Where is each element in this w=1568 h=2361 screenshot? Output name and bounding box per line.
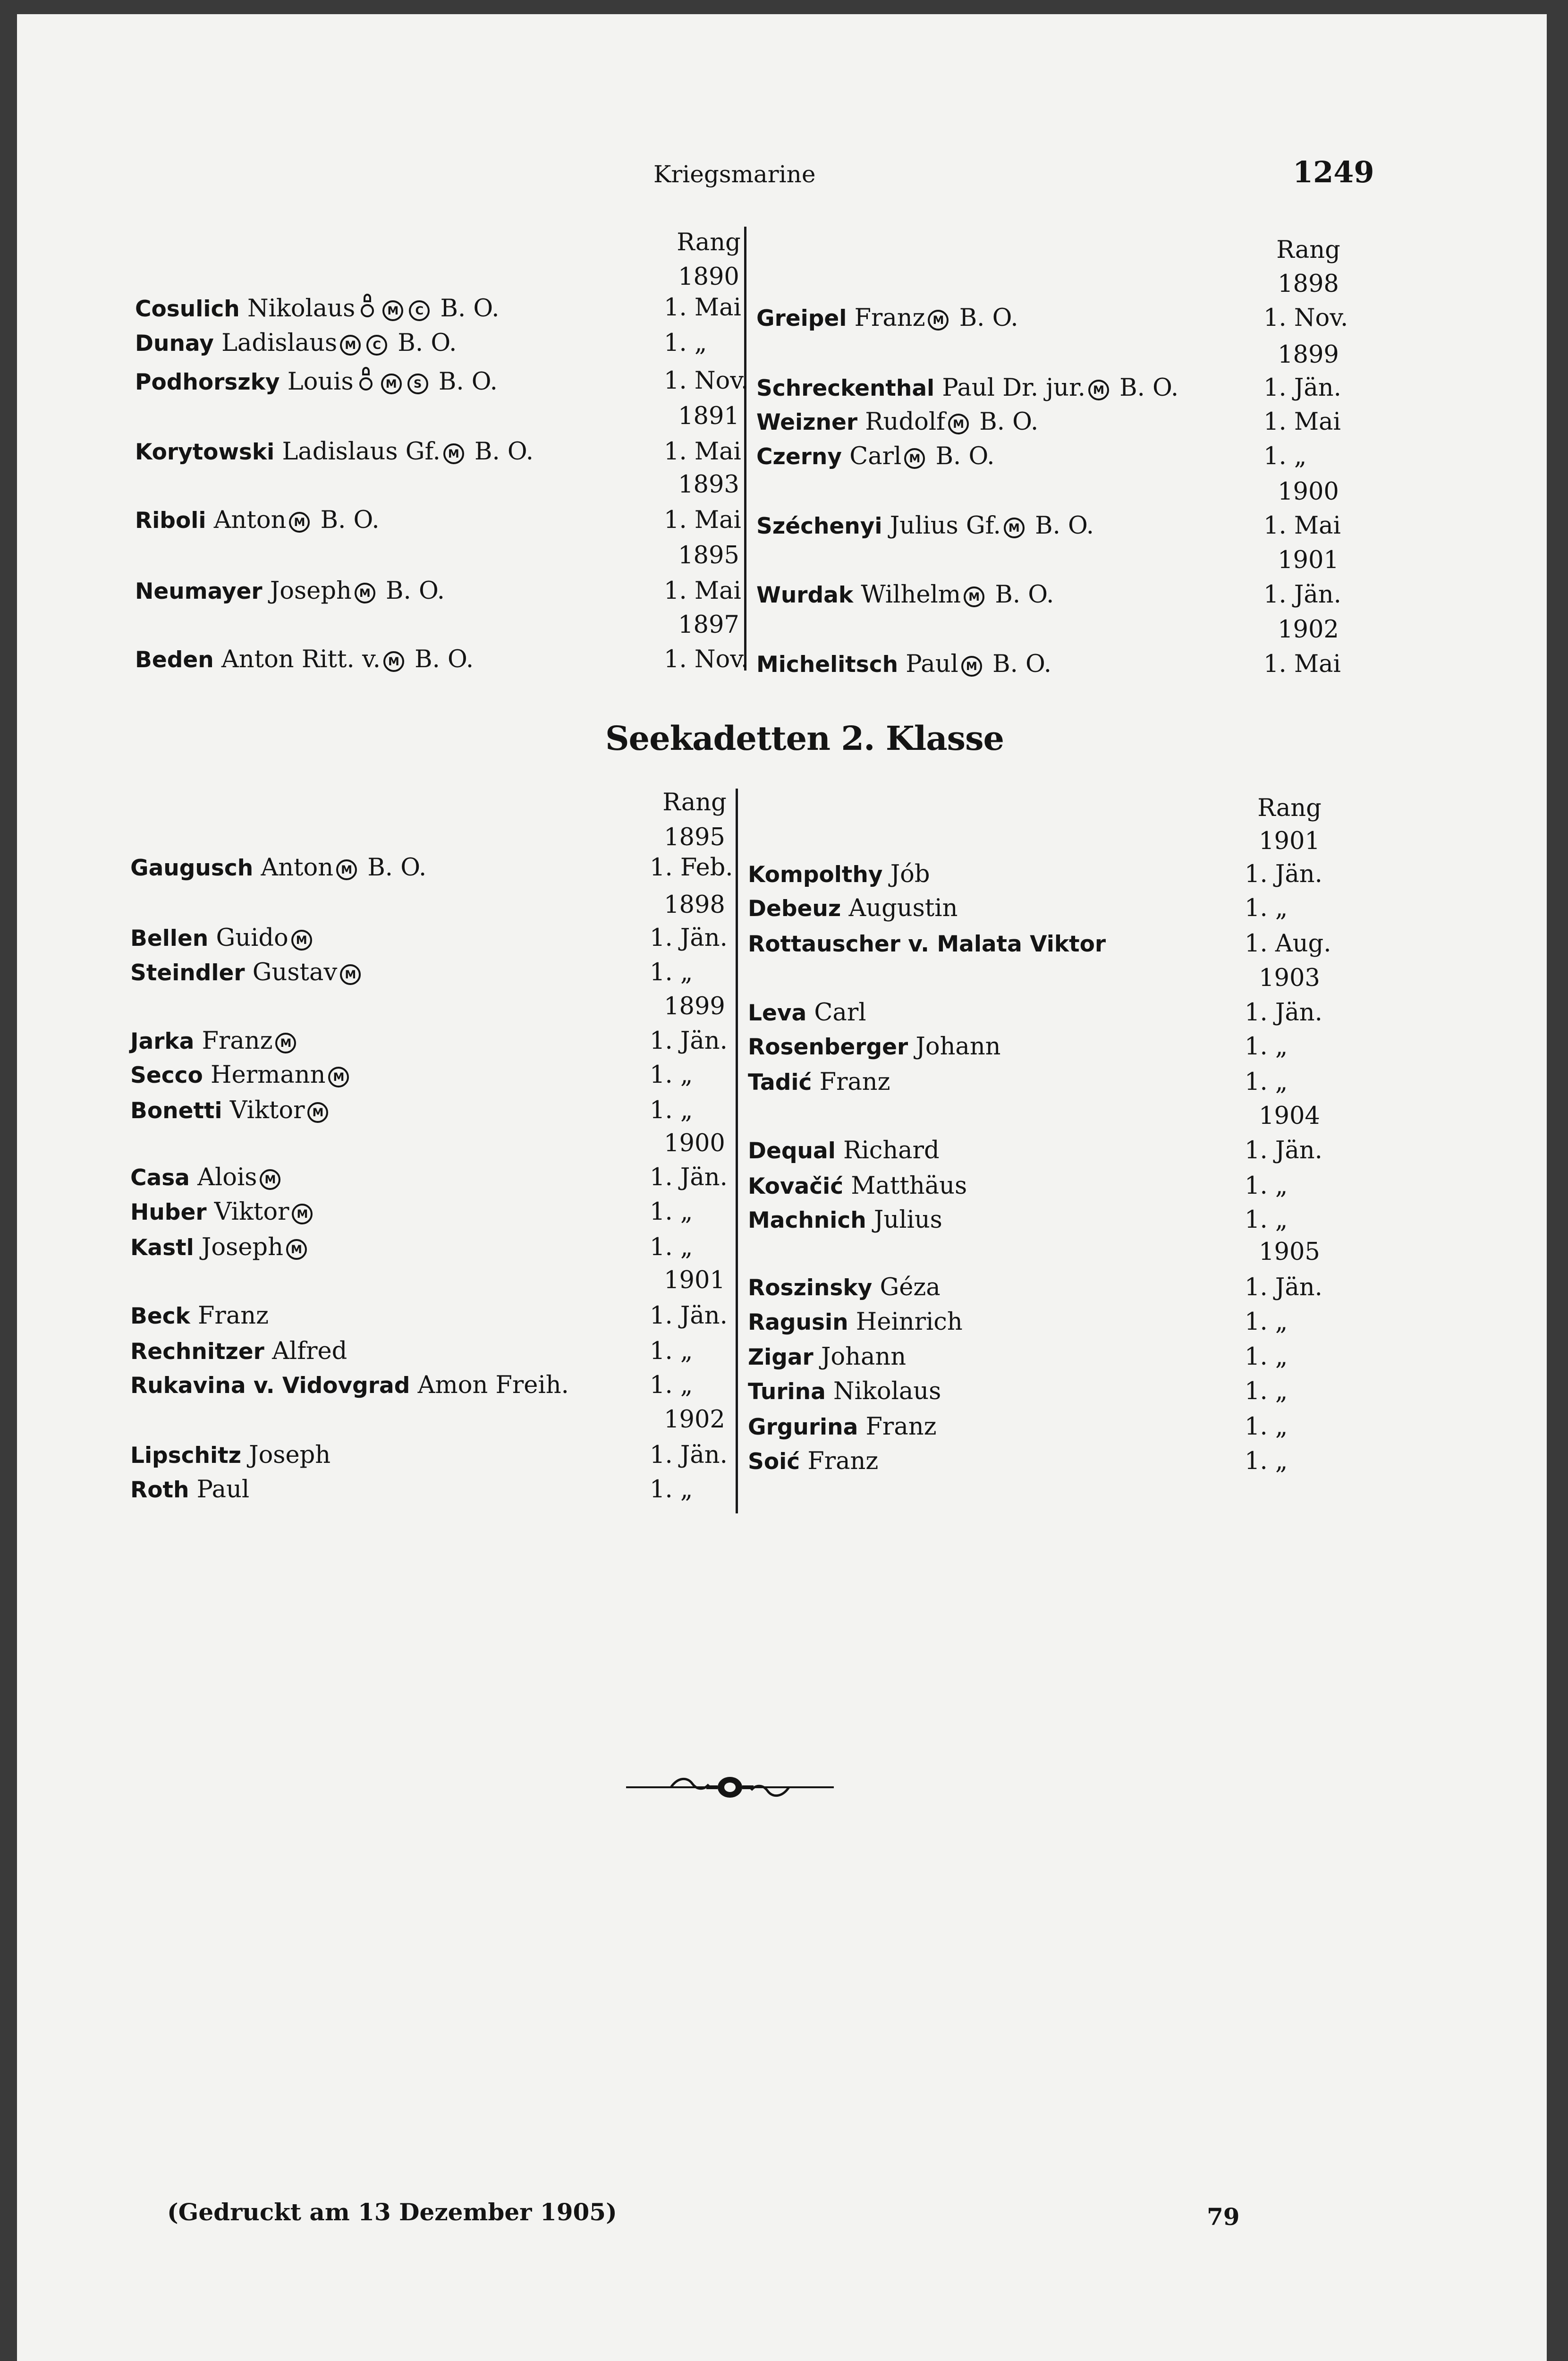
roster-entry	[130, 1026, 299, 1057]
entry-surname: Debeuz	[748, 896, 841, 922]
roster-entry	[135, 437, 534, 467]
entry-date: 1. Mai	[664, 506, 741, 534]
roster-entry	[756, 580, 1054, 611]
roster-entry	[756, 649, 1051, 680]
roster-entry	[748, 1273, 941, 1303]
medal-m-icon: M	[292, 1204, 313, 1224]
entry-surname: Rottauscher v. Malata Viktor	[748, 931, 1106, 957]
entry-date: 1. „	[650, 1061, 693, 1089]
entry-date: 1. „	[1263, 442, 1307, 470]
entry-given-name: Louis	[287, 368, 354, 396]
roster-entry	[756, 407, 1038, 438]
roster-entry	[130, 1232, 310, 1263]
entry-given-name: Carl	[849, 442, 902, 470]
entry-surname: Dequal	[748, 1138, 836, 1164]
roster-entry	[130, 1096, 331, 1126]
decoration-bo: B. O.	[928, 442, 995, 470]
entry-surname: Beck	[130, 1303, 190, 1329]
rang-year: 1898	[664, 891, 725, 919]
medal-m-icon: M	[355, 583, 375, 603]
entry-surname: Jarka	[130, 1028, 195, 1054]
entry-given-name: Carl	[814, 999, 866, 1027]
rang-year: 1902	[664, 1406, 725, 1434]
roster-entry	[130, 853, 426, 883]
entry-given-name: Augustin	[848, 894, 958, 922]
medal-m-icon: M	[340, 964, 361, 985]
entry-date: 1. Nov.	[664, 367, 749, 395]
entry-given-name: Johann	[915, 1033, 1001, 1061]
entry-given-name: Heinrich	[856, 1308, 963, 1336]
roster-entry	[130, 1475, 249, 1505]
entry-surname: Rosenberger	[748, 1034, 908, 1060]
entry-date: 1. Mai	[664, 438, 741, 466]
rang-year: 1901	[1278, 546, 1339, 574]
entry-surname: Széchenyi	[756, 513, 882, 539]
decoration-bo: B. O.	[1027, 512, 1094, 540]
roster-entry	[748, 1067, 890, 1098]
decoration-bo: B. O.	[378, 577, 445, 605]
rang-header: Rang	[1276, 236, 1340, 264]
entry-date: 1. „	[650, 1198, 693, 1226]
entry-date: 1. Mai	[1263, 512, 1341, 540]
entry-given-name: Franz	[202, 1027, 273, 1055]
roster-entry	[748, 1205, 942, 1236]
entry-surname: Machnich	[748, 1207, 866, 1233]
entry-date: 1. „	[650, 1476, 693, 1503]
decoration-bo: B. O.	[1111, 374, 1179, 402]
decoration-bo: B. O.	[466, 438, 534, 466]
entry-surname: Turina	[748, 1379, 826, 1405]
entry-given-name: Johann	[821, 1343, 907, 1371]
entry-surname: Neumayer	[135, 578, 263, 604]
medal-c-icon: C	[409, 300, 430, 321]
roster-entry	[130, 1060, 352, 1091]
entry-date: 1. „	[1245, 1308, 1288, 1336]
decoration-bo: B. O.	[360, 854, 427, 882]
rang-year: 1905	[1259, 1238, 1320, 1266]
roster-entry	[748, 1136, 940, 1166]
crown-order-icon	[359, 293, 376, 319]
decoration-bo: B. O.	[431, 368, 498, 396]
section-title: Seekadetten 2. Klasse	[605, 719, 1004, 758]
entry-given-name: Paul Dr. jur.	[942, 374, 1085, 402]
entry-date: 1. „	[650, 1371, 693, 1399]
entry-surname: Dunay	[135, 331, 214, 357]
entry-date: 1. Jän.	[1245, 1274, 1322, 1301]
entry-date: 1. Jän.	[650, 1164, 728, 1191]
entry-given-name: Alois	[197, 1164, 257, 1191]
roster-entry	[748, 893, 958, 924]
decoration-bo: B. O.	[972, 408, 1039, 436]
entry-given-name: Joseph	[201, 1233, 283, 1261]
ornamental-divider	[626, 1773, 834, 1801]
medal-s-icon: S	[407, 374, 428, 394]
roster-entry	[135, 293, 499, 324]
entry-surname: Bonetti	[130, 1098, 222, 1124]
entry-surname: Cosulich	[135, 296, 240, 322]
entry-date: 1. Jän.	[650, 1441, 728, 1469]
rang-year: 1901	[664, 1266, 725, 1294]
entry-given-name: Paul	[196, 1476, 250, 1503]
entry-date: 1. „	[1245, 1172, 1288, 1200]
entry-surname: Beden	[135, 647, 214, 673]
medal-m-icon: M	[381, 374, 402, 394]
roster-entry	[756, 442, 995, 472]
medal-m-icon: M	[1088, 380, 1109, 400]
medal-c-icon: C	[366, 335, 387, 356]
entry-date: 1. Jän.	[1263, 374, 1341, 402]
roster-entry	[130, 1197, 315, 1228]
decoration-bo: B. O.	[390, 329, 457, 357]
roster-entry	[748, 1412, 936, 1443]
entry-date: 1. Aug.	[1245, 930, 1331, 958]
entry-given-name: Franz	[854, 304, 925, 332]
entry-given-name: Julius	[873, 1206, 942, 1234]
entry-date: 1. Mai	[1263, 408, 1341, 436]
entry-surname: Wurdak	[756, 582, 854, 608]
entry-given-name: Ladislaus Gf.	[282, 438, 441, 466]
roster-entry	[748, 1171, 967, 1202]
entry-given-name: Paul	[906, 650, 958, 678]
entry-given-name: Géza	[880, 1274, 941, 1301]
entry-date: 1. Jän.	[650, 1027, 728, 1055]
rang-year: 1902	[1278, 616, 1339, 644]
medal-m-icon: M	[275, 1033, 296, 1053]
medal-m-icon: M	[928, 310, 949, 331]
entry-surname: Podhorszky	[135, 369, 280, 395]
running-title: Kriegsmarine	[653, 161, 816, 188]
rang-year: 1891	[678, 402, 739, 430]
entry-surname: Leva	[748, 1000, 807, 1026]
entry-surname: Rukavina v. Vidovgrad	[130, 1373, 410, 1399]
entry-surname: Lipschitz	[130, 1443, 241, 1469]
decoration-bo: B. O.	[432, 295, 500, 323]
entry-given-name: Guido	[216, 924, 288, 952]
roster-entry	[130, 1336, 347, 1367]
decoration-bo: B. O.	[313, 506, 380, 534]
entry-date: 1. „	[650, 1233, 693, 1261]
rang-year: 1899	[1278, 341, 1339, 369]
roster-entry	[130, 1440, 331, 1471]
signature-mark: 79	[1207, 2203, 1240, 2231]
medal-m-icon: M	[383, 651, 404, 672]
entry-surname: Michelitsch	[756, 652, 898, 678]
medal-m-icon: M	[307, 1102, 328, 1123]
medal-m-icon: M	[260, 1169, 280, 1190]
rang-year: 1893	[678, 471, 739, 499]
medal-m-icon: M	[904, 448, 925, 469]
rang-year: 1901	[1259, 827, 1320, 855]
entry-given-name: Franz	[819, 1068, 890, 1096]
medal-m-icon: M	[328, 1067, 349, 1087]
medal-m-icon: M	[291, 930, 312, 951]
entry-surname: Kovačić	[748, 1173, 844, 1199]
entry-given-name: Richard	[843, 1137, 940, 1164]
entry-surname: Roszinsky	[748, 1275, 873, 1301]
roster-entry	[748, 1307, 963, 1338]
crown-order-icon	[357, 366, 374, 392]
entry-surname: Grgurina	[748, 1414, 858, 1440]
entry-given-name: Franz	[865, 1413, 937, 1441]
medal-m-icon: M	[948, 414, 969, 434]
entry-date: 1. „	[650, 959, 693, 986]
medal-m-icon: M	[443, 443, 464, 464]
medal-m-icon: M	[340, 335, 361, 356]
roster-entry	[748, 998, 866, 1028]
entry-date: 1. Feb.	[650, 854, 733, 882]
entry-given-name: Nikolaus	[833, 1377, 941, 1405]
entry-surname: Tadić	[748, 1070, 812, 1096]
entry-surname: Rechnitzer	[130, 1339, 264, 1365]
medal-m-icon: M	[964, 586, 984, 607]
entry-surname: Riboli	[135, 508, 206, 534]
entry-date: 1. Jän.	[1245, 999, 1322, 1027]
entry-date: 1. Mai	[1263, 650, 1341, 678]
roster-entry	[135, 645, 474, 675]
medal-m-icon: M	[286, 1239, 307, 1260]
entry-surname: Weizner	[756, 409, 858, 435]
entry-given-name: Wilhelm	[861, 581, 961, 609]
entry-surname: Kompolthy	[748, 862, 883, 888]
entry-given-name: Alfred	[272, 1337, 348, 1365]
entry-surname: Greipel	[756, 306, 847, 331]
roster-entry	[130, 1301, 269, 1332]
entry-surname: Secco	[130, 1062, 203, 1088]
entry-date: 1. Jän.	[650, 924, 728, 952]
roster-entry	[130, 1163, 283, 1193]
document-page	[17, 14, 1547, 2361]
entry-surname: Bellen	[130, 926, 209, 951]
entry-date: 1. Jän.	[1245, 1137, 1322, 1164]
entry-date: 1. „	[1245, 1447, 1288, 1475]
entry-date: 1. „	[1245, 1068, 1288, 1096]
roster-entry	[135, 366, 498, 398]
roster-entry	[748, 929, 1106, 960]
roster-entry	[748, 1446, 878, 1477]
entry-surname: Huber	[130, 1199, 207, 1225]
medal-m-icon: M	[289, 512, 310, 533]
entry-date: 1. Jän.	[1263, 581, 1341, 609]
entry-given-name: Viktor	[229, 1096, 305, 1124]
rang-year: 1895	[678, 542, 739, 569]
entry-given-name: Franz	[198, 1302, 269, 1330]
medal-m-icon: M	[336, 859, 357, 880]
entry-given-name: Joseph	[249, 1441, 331, 1469]
entry-surname: Steindler	[130, 960, 245, 986]
rang-year: 1895	[664, 824, 725, 851]
roster-entry	[756, 303, 1018, 334]
roster-entry	[756, 373, 1178, 404]
roster-entry	[756, 511, 1094, 542]
entry-given-name: Amon Freih.	[417, 1371, 569, 1399]
entry-date: 1. Jän.	[1245, 860, 1322, 888]
page-number: 1249	[1293, 155, 1374, 189]
entry-date: 1. Mai	[664, 577, 741, 605]
rang-year: 1898	[1278, 270, 1339, 298]
entry-date: 1. „	[1245, 1206, 1288, 1234]
entry-given-name: Jób	[890, 860, 930, 888]
rang-year: 1890	[678, 263, 739, 291]
entry-surname: Casa	[130, 1165, 190, 1191]
entry-date: 1. Jän.	[650, 1302, 728, 1330]
medal-m-icon: M	[1004, 518, 1025, 538]
entry-given-name: Rudolf	[865, 408, 946, 436]
entry-date: 1. Nov.	[664, 645, 749, 673]
decoration-bo: B. O.	[951, 304, 1018, 332]
entry-given-name: Anton	[213, 506, 287, 534]
rang-year: 1899	[664, 993, 725, 1020]
rang-header: Rang	[677, 229, 741, 256]
rang-year: 1903	[1259, 964, 1320, 992]
rang-header: Rang	[1257, 794, 1322, 822]
roster-entry	[748, 859, 930, 890]
decoration-bo: B. O.	[984, 650, 1052, 678]
column-divider	[736, 789, 738, 1513]
roster-entry	[748, 1376, 941, 1407]
entry-given-name: Gustav	[252, 959, 338, 986]
roster-entry	[748, 1032, 1001, 1062]
entry-surname: Soić	[748, 1449, 800, 1475]
entry-surname: Schreckenthal	[756, 375, 935, 401]
entry-date: 1. „	[664, 329, 707, 357]
entry-date: 1. Mai	[664, 294, 741, 322]
entry-date: 1. „	[1245, 1413, 1288, 1441]
entry-given-name: Nikolaus	[247, 295, 356, 323]
roster-entry	[130, 958, 364, 988]
entry-given-name: Joseph	[270, 577, 352, 605]
entry-given-name: Anton Ritt. v.	[221, 645, 381, 673]
medal-m-icon: M	[961, 656, 982, 677]
rang-year: 1900	[664, 1130, 725, 1157]
entry-given-name: Hermann	[210, 1061, 326, 1089]
entry-surname: Zigar	[748, 1344, 814, 1370]
roster-entry	[130, 1370, 569, 1401]
roster-entry	[748, 1342, 906, 1373]
entry-surname: Gaugusch	[130, 855, 254, 881]
entry-given-name: Viktor	[214, 1198, 289, 1226]
roster-entry	[135, 328, 457, 359]
entry-date: 1. „	[650, 1337, 693, 1365]
decoration-bo: B. O.	[407, 645, 474, 673]
entry-date: 1. „	[1245, 1343, 1288, 1371]
rang-header: Rang	[662, 789, 727, 816]
entry-date: 1. „	[650, 1096, 693, 1124]
entry-date: 1. „	[1245, 1033, 1288, 1061]
medal-m-icon: M	[382, 300, 403, 321]
roster-entry	[135, 505, 380, 536]
print-date-note: (Gedruckt am 13 Dezember 1905)	[167, 2198, 617, 2226]
rang-year: 1900	[1278, 478, 1339, 506]
entry-date: 1. „	[1245, 1377, 1288, 1405]
roster-entry	[135, 576, 445, 607]
entry-date: 1. Nov.	[1263, 304, 1348, 332]
entry-given-name: Ladislaus	[221, 329, 338, 357]
entry-surname: Roth	[130, 1477, 189, 1503]
entry-surname: Korytowski	[135, 439, 275, 465]
entry-given-name: Anton	[261, 854, 334, 882]
decoration-bo: B. O.	[987, 581, 1054, 609]
entry-surname: Kastl	[130, 1235, 194, 1261]
rang-year: 1904	[1259, 1102, 1320, 1130]
entry-date: 1. „	[1245, 894, 1288, 922]
column-divider	[744, 227, 746, 671]
rang-year: 1897	[678, 611, 739, 639]
entry-surname: Czerny	[756, 444, 842, 470]
entry-given-name: Matthäus	[851, 1172, 967, 1200]
entry-given-name: Franz	[807, 1447, 879, 1475]
roster-entry	[130, 923, 315, 954]
entry-given-name: Julius Gf.	[890, 512, 1001, 540]
entry-surname: Ragusin	[748, 1309, 848, 1335]
